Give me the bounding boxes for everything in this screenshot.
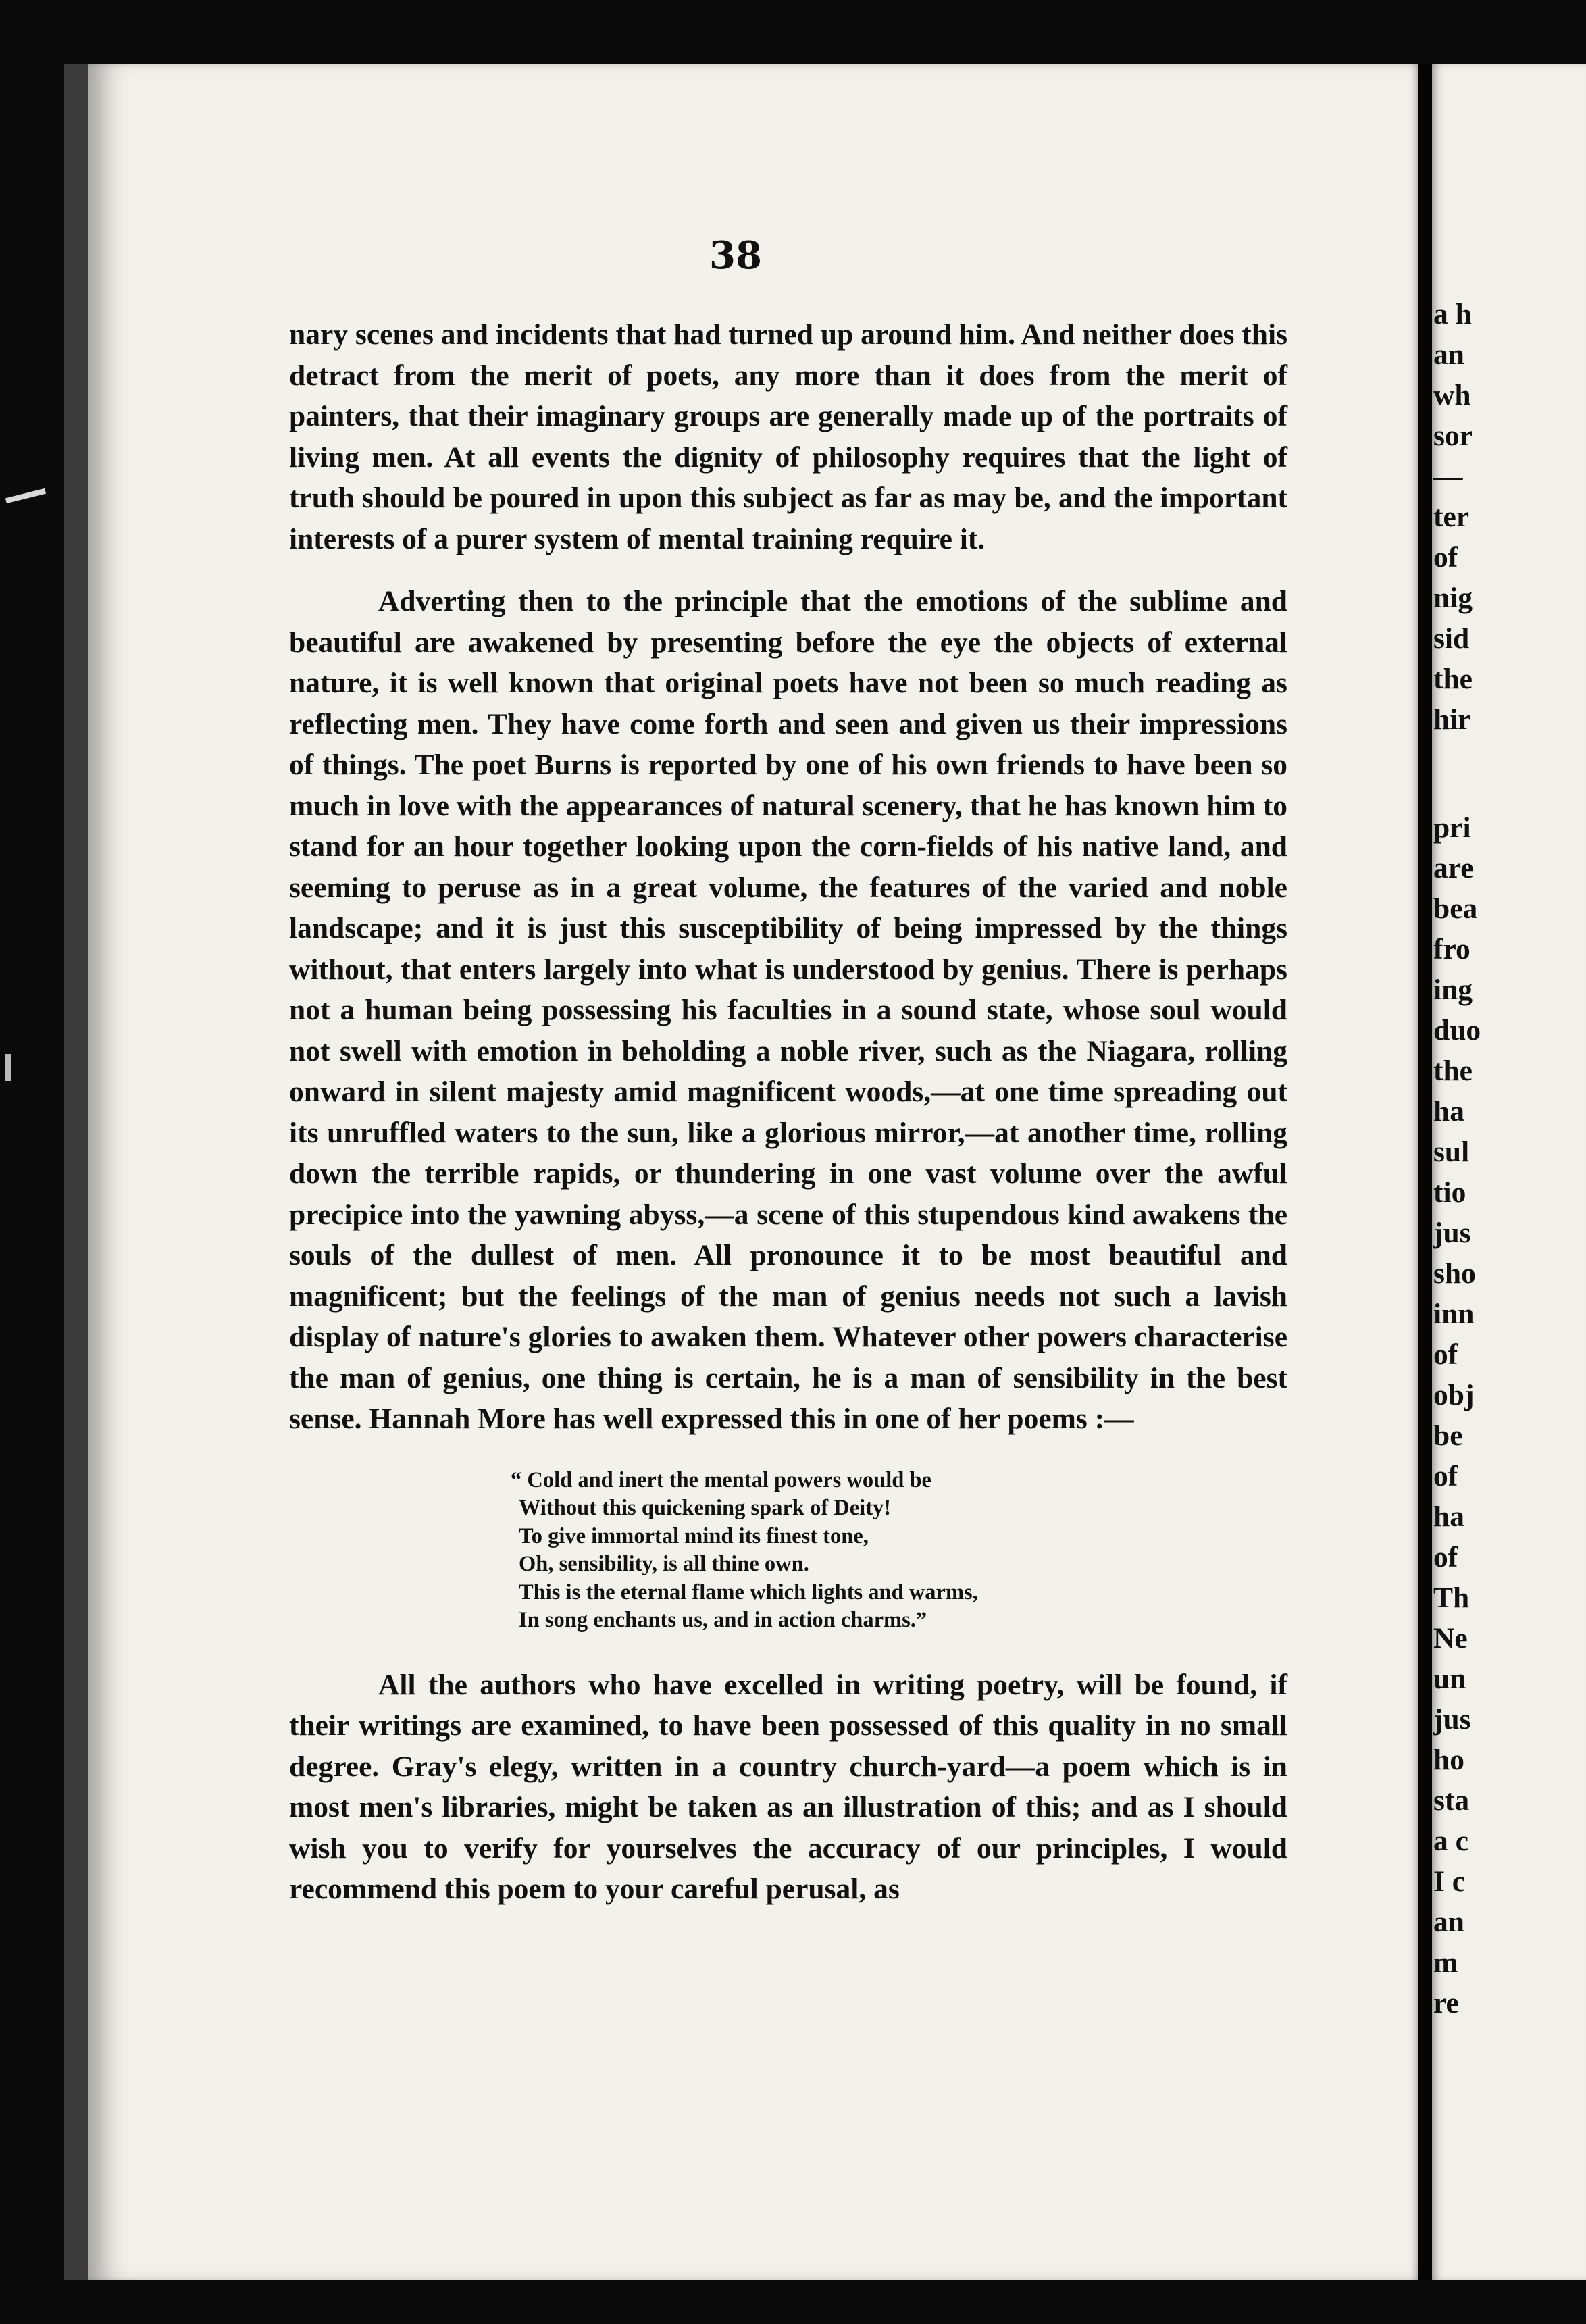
facing-page-fragment: sor xyxy=(1433,420,1473,452)
facing-page-fragment: obj xyxy=(1433,1379,1475,1411)
facing-page-fragment: re xyxy=(1433,1987,1459,2019)
facing-page-fragment: ho xyxy=(1433,1744,1464,1776)
facing-page-fragment: inn xyxy=(1433,1298,1475,1330)
facing-page-fragment: fro xyxy=(1433,933,1470,965)
facing-page-fragment: ter xyxy=(1433,501,1470,533)
facing-page-fragment: un xyxy=(1433,1663,1466,1695)
facing-page-fragment: of xyxy=(1433,1541,1458,1573)
facing-page-fragment: Th xyxy=(1433,1582,1470,1614)
facing-page-fragment: of xyxy=(1433,1460,1458,1492)
facing-page-fragment: of xyxy=(1433,1338,1458,1371)
facing-page-fragment: a h xyxy=(1433,298,1472,330)
facing-page-fragment: ha xyxy=(1433,1500,1464,1533)
facing-page-fragment: be xyxy=(1433,1419,1463,1452)
facing-page-fragment: an xyxy=(1433,338,1464,371)
facing-page-fragment: the xyxy=(1433,1055,1473,1087)
facing-page-fragment: an xyxy=(1433,1906,1464,1938)
facing-page-fragment: bea xyxy=(1433,892,1478,925)
facing-page-fragment: jus xyxy=(1433,1217,1471,1249)
facing-page-fragment: I c xyxy=(1433,1865,1466,1898)
facing-page-fragment: jus xyxy=(1433,1703,1471,1736)
book-gutter xyxy=(1418,64,1432,2280)
verse-line: To give immortal mind its finest tone, xyxy=(519,1523,869,1548)
verse-line: In song enchants us, and in action charms.” xyxy=(519,1608,927,1632)
paragraph: Adverting then to the principle that the emotions of the sublime and beautiful are awakened by presenting before the eye the objects of external nature, it is well known that original poets have not been so much reading as reflecting men. They have come forth and seen and given us their impressions of things. The poet Burns is reported by one of his own friends to have been so much in love with the appearances of natural scenery, that he has known him to stand for an hour together looking upon the corn-fields of his native land, and seeming to peruse as in a great volume, the features of the varied and noble landscape; and it is just this susceptibility of being impressed by the things without, that enters largely into what is understood by genius. There is perhaps not a human being possessing his faculties in a sound state, whose soul would not swell with emotion in beholding a noble river, such as the Niagara, rolling onward in silent majesty amid magnificent woods,—at one time spreading out its unruffled waters to the sun, like a glorious mirror,—at another time, rolling down the terrible rapids, or thundering in one vast volume over the awful precipice into the yawning abyss,—a scene of this stupendous kind awakens the souls of the dullest of men. All pronounce it to be most beautiful and magnificent; but the feelings of the man of genius needs not such a lavish display of nature's glories to awaken them. Whatever other powers characterise the man of genius, one thing is certain, he is a man of sensibility in the best sense. Hannah More has well expressed this in one of her poems :— xyxy=(289,585,1287,1435)
verse-line: This is the eternal flame which lights and warms, xyxy=(519,1580,978,1605)
facing-page-fragment: ing xyxy=(1433,974,1473,1006)
facing-page-fragment: sul xyxy=(1433,1136,1470,1168)
scan-mark xyxy=(5,1054,11,1081)
page-body xyxy=(289,314,1287,1910)
facing-page-fragment: hir xyxy=(1433,703,1471,736)
facing-page-fragment: Ne xyxy=(1433,1622,1468,1654)
facing-page-fragment: sid xyxy=(1433,622,1470,655)
facing-page-fragment: m xyxy=(1433,1946,1458,1979)
facing-page-fragment: tio xyxy=(1433,1176,1466,1209)
facing-page-fragment: duo xyxy=(1433,1014,1481,1046)
facing-page-fragment: the xyxy=(1433,663,1473,695)
facing-page-fragment: — xyxy=(1433,460,1463,492)
facing-page-fragment: wh xyxy=(1433,379,1471,411)
verse-line: “ Cold and inert the mental powers would be xyxy=(511,1467,931,1492)
facing-page-fragment: sho xyxy=(1433,1257,1476,1290)
facing-page-fragment: a c xyxy=(1433,1825,1468,1857)
page-number: 38 xyxy=(709,233,762,278)
facing-page-fragment: nig xyxy=(1433,582,1473,614)
verse-line: Without this quickening spark of Deity! xyxy=(519,1496,892,1520)
facing-page-fragment: sta xyxy=(1433,1784,1470,1817)
scan-mark xyxy=(5,488,46,503)
poem-quote xyxy=(511,1467,1287,1635)
verse-line: Oh, sensibility, is all thine own. xyxy=(519,1552,809,1576)
facing-page-fragment: are xyxy=(1433,852,1474,884)
paragraph: nary scenes and incidents that had turned up around him. And neither does this detract from the merit of poets, any more than it does from the merit of painters, that their imaginary groups are generally made up of the portraits of living men. At all events the dignity of philosophy requires that the light of truth should be poured in upon this subject as far as may be, and the important interests of a purer system of mental training require it. xyxy=(289,318,1287,555)
facing-page-fragment: pri xyxy=(1433,811,1471,844)
paragraph: All the authors who have excelled in writing poetry, will be found, if their writings are examined, to have been possessed of this quality in no small degree. Gray's elegy, written in a country church-yard—a poem which is in most men's libraries, might be taken as an illustration of this; and as I should wish you to verify for yourselves the accuracy of our principles, I would recommend this poem to your careful perusal, as xyxy=(289,1668,1287,1905)
facing-page-fragment: of xyxy=(1433,541,1458,574)
facing-page-fragment: ha xyxy=(1433,1095,1464,1128)
